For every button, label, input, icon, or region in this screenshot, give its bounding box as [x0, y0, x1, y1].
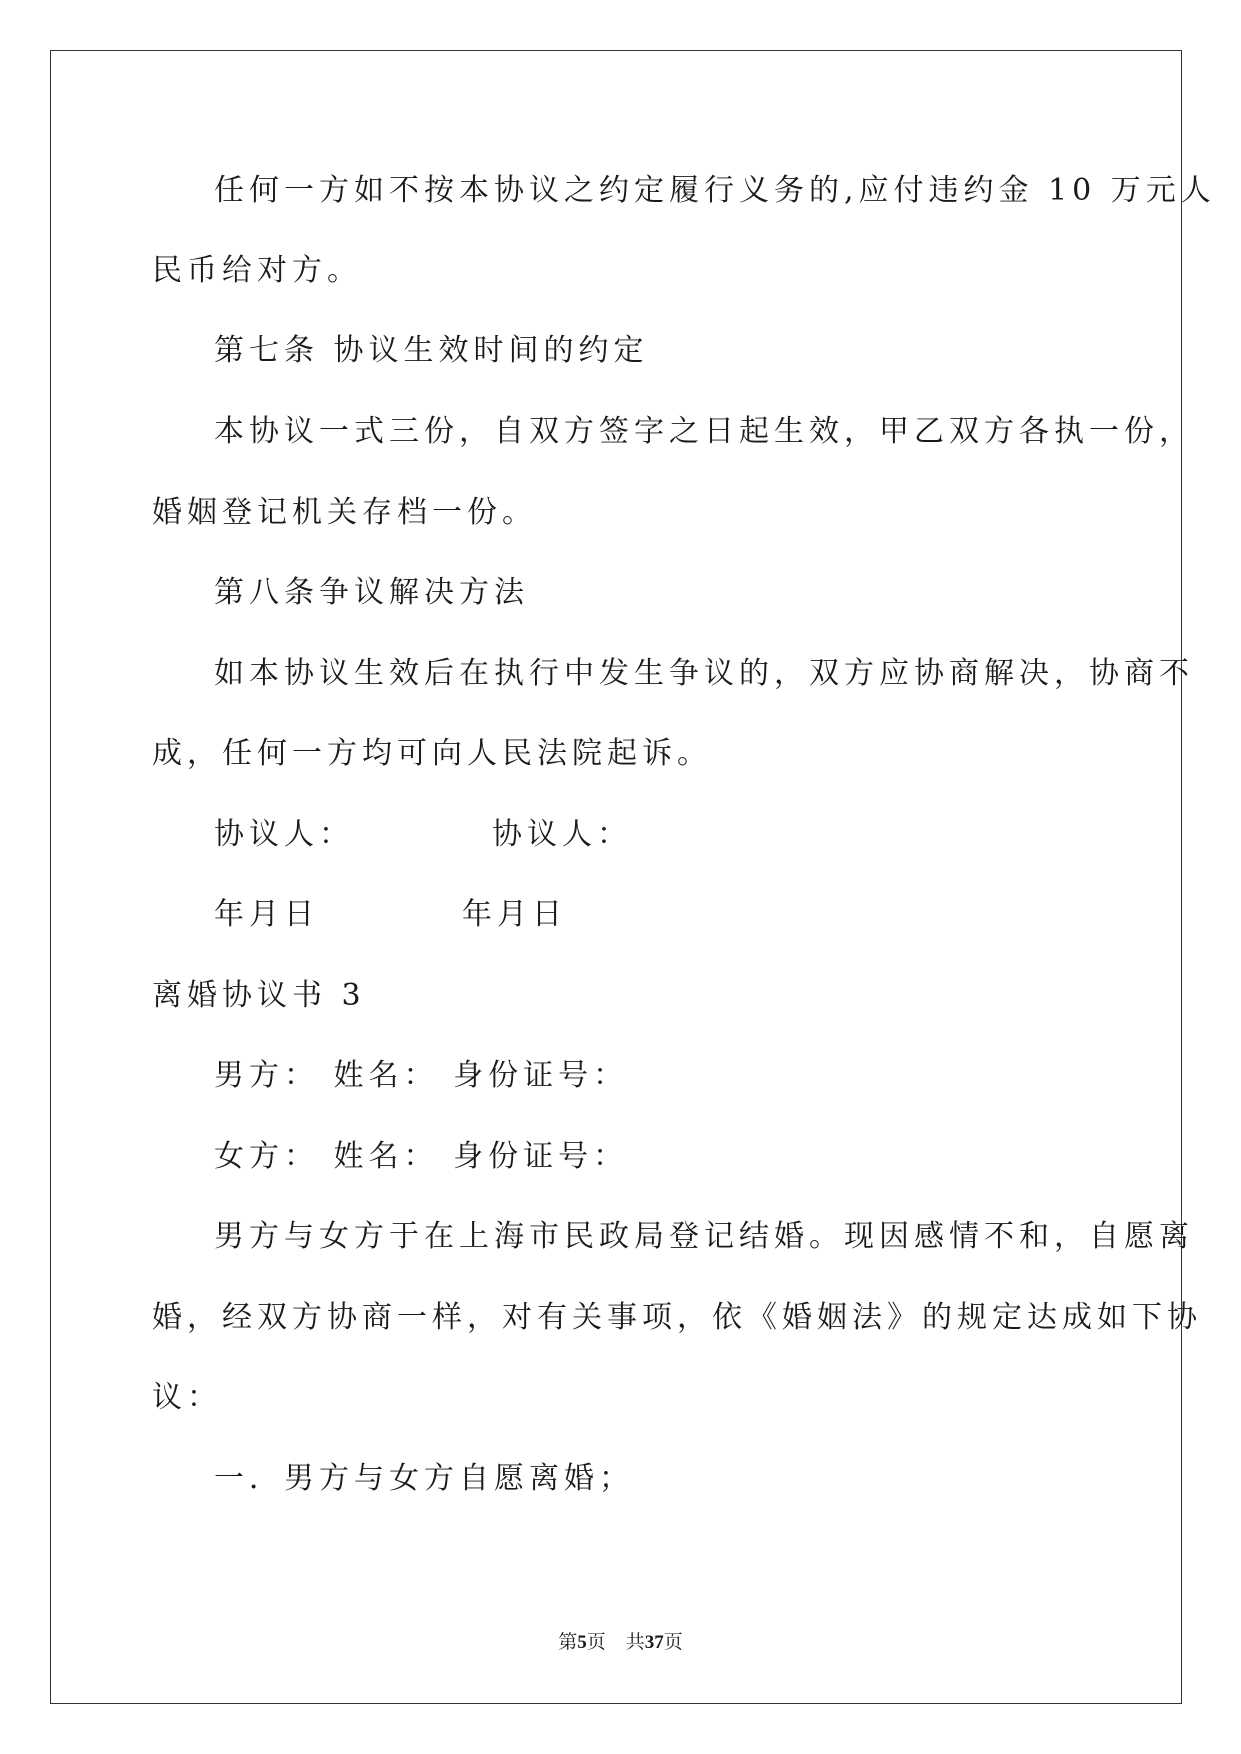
article-8-heading: 第八条争议解决方法	[214, 575, 529, 610]
section-title-agreement-3: 离婚协议书 3	[152, 978, 366, 1013]
paragraph-line-marriage-3: 议：	[152, 1380, 222, 1415]
paragraph-line-dispute-1: 如本协议生效后在执行中发生争议的，双方应协商解决，协商不	[214, 656, 1194, 691]
paragraph-line-marriage-2: 婚，经双方协商一样，对有关事项，依《婚姻法》的规定达成如下协	[152, 1300, 1202, 1335]
clause-one-line: 一．男方与女方自愿离婚；	[214, 1461, 634, 1496]
total-suffix: 页	[663, 1632, 683, 1653]
signatory-label-right: 协议人：	[492, 817, 632, 852]
total-pages: 37	[644, 1632, 664, 1653]
paragraph-line-penalty-1: 任何一方如不按本协议之约定履行义务的,应付违约金 10 万元人	[214, 173, 1216, 208]
paragraph-line-effective-2: 婚姻登记机关存档一份。	[152, 495, 537, 530]
total-prefix: 共	[625, 1632, 645, 1653]
date-label-right: 年月日	[462, 897, 567, 932]
page-border	[50, 50, 1182, 1704]
page-suffix: 页	[586, 1632, 606, 1653]
article-7-heading: 第七条 协议生效时间的约定	[214, 333, 649, 368]
paragraph-line-dispute-2: 成，任何一方均可向人民法院起诉。	[152, 736, 712, 771]
signatory-label-left: 协议人：	[214, 817, 354, 852]
paragraph-line-penalty-2: 民币给对方。	[152, 253, 362, 288]
paragraph-line-marriage-1: 男方与女方于在上海市民政局登记结婚。现因感情不和，自愿离	[214, 1219, 1194, 1254]
paragraph-line-effective-1: 本协议一式三份，自双方签字之日起生效，甲乙双方各执一份，	[214, 414, 1194, 449]
page-number: 5	[577, 1632, 587, 1653]
page-footer	[0, 1631, 1241, 1655]
male-party-line: 男方： 姓名： 身份证号：	[214, 1058, 629, 1093]
female-party-line: 女方： 姓名： 身份证号：	[214, 1139, 629, 1174]
page-prefix: 第	[558, 1632, 578, 1653]
date-label-left: 年月日	[214, 897, 319, 932]
